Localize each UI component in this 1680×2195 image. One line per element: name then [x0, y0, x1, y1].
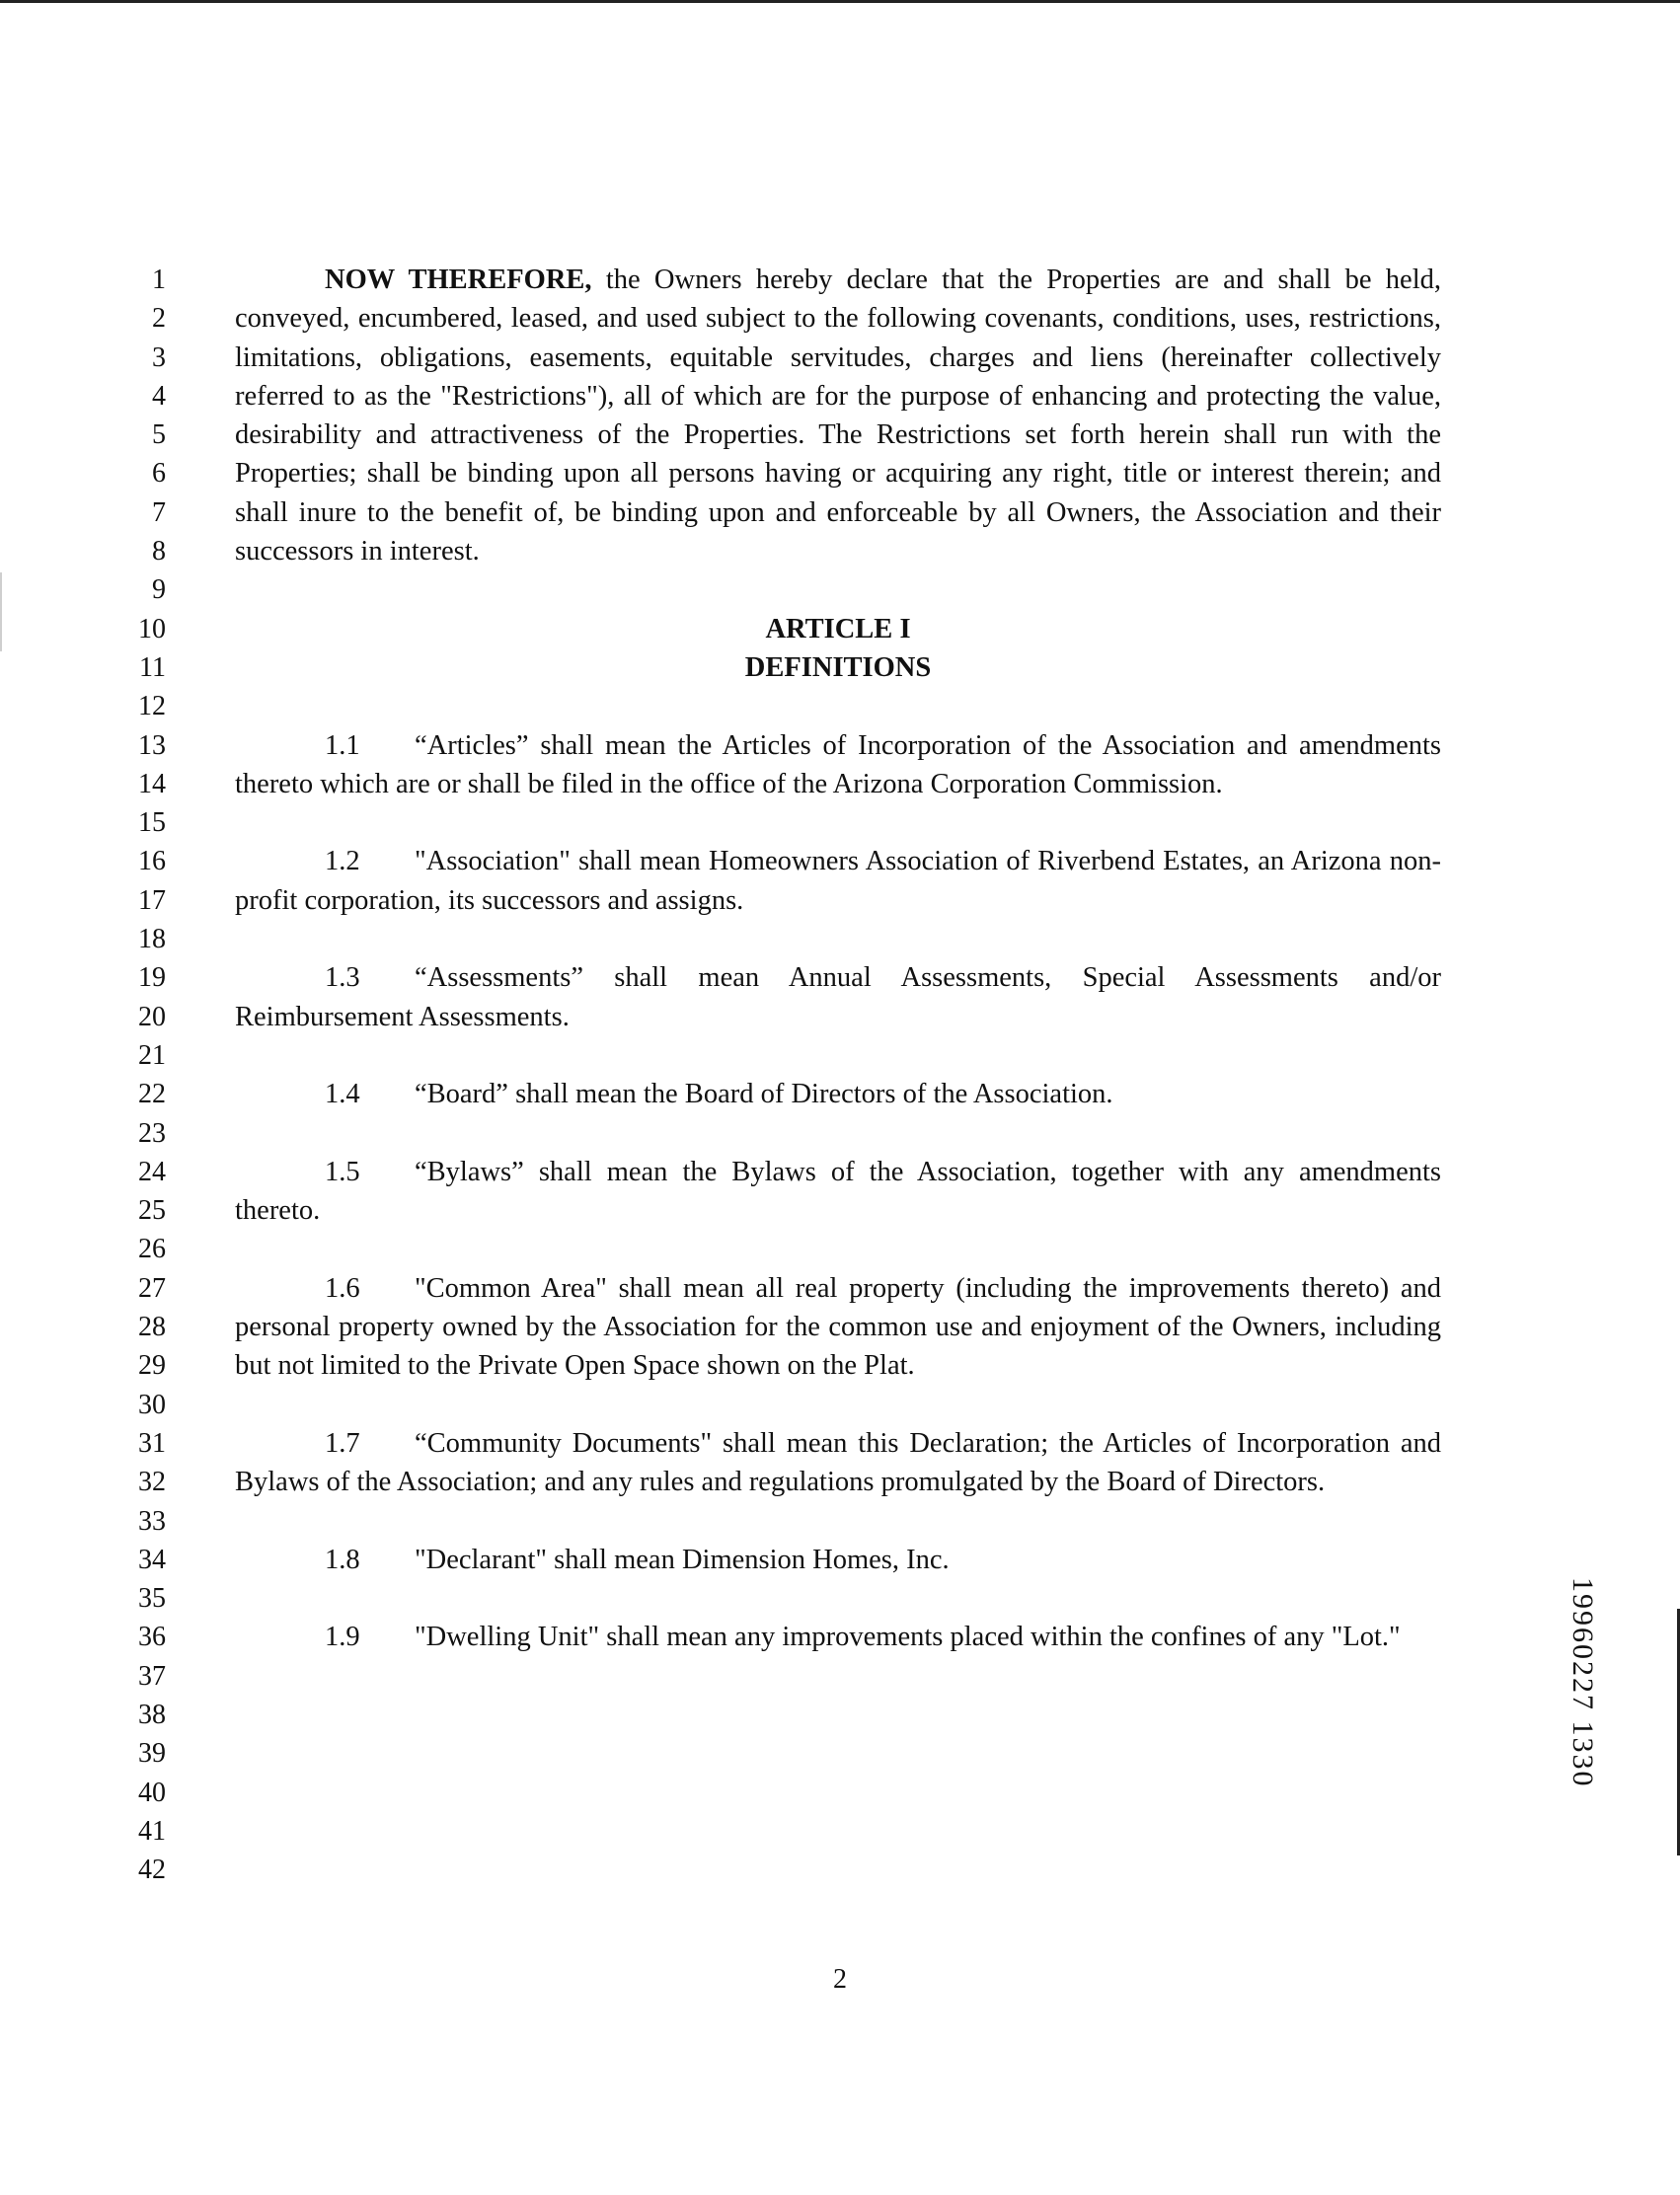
line-number: 15	[138, 807, 166, 839]
line-number: 41	[138, 1815, 166, 1847]
line-number: 8	[152, 536, 166, 568]
line-number: 32	[138, 1467, 166, 1498]
definition-text: "Dwelling Unit" shall mean any improvements placed within the confines of any "Lot."	[415, 1622, 1401, 1653]
definition-text: “Articles” shall mean the Articles of Incorporation of the Association and amendments thereto which are or shall be filed in the office of the Arizona Corporation Commission.	[235, 729, 1441, 799]
definition-number: 1.5	[325, 1156, 360, 1187]
document-body	[235, 261, 1441, 1696]
line-number: 13	[138, 729, 166, 761]
line-number: 31	[138, 1427, 166, 1459]
line-number: 42	[138, 1854, 166, 1886]
definition-number: 1.2	[325, 846, 360, 877]
line-number: 19	[138, 962, 166, 994]
line-number: 38	[138, 1699, 166, 1730]
definition-text: “Bylaws” shall mean the Bylaws of the Association, together with any amendments thereto.	[235, 1156, 1441, 1227]
line-number: 30	[138, 1389, 166, 1420]
line-number: 28	[138, 1312, 166, 1343]
line-number: 23	[138, 1117, 166, 1149]
intro-paragraph	[235, 261, 1441, 570]
intro-lead: NOW THEREFORE,	[325, 265, 592, 295]
line-number: 9	[152, 574, 166, 606]
line-number: 33	[138, 1505, 166, 1537]
line-number: 11	[139, 651, 166, 683]
line-number: 22	[138, 1079, 166, 1110]
line-number: 5	[152, 419, 166, 451]
definition-number: 1.9	[325, 1622, 360, 1653]
line-number: 21	[138, 1039, 166, 1071]
line-number: 17	[138, 884, 166, 916]
definition-text: “Community Documents" shall mean this Declaration; the Articles of Incorporation and Bylaws of the Association; and any rules and regulations promulgated by the Board of Directors.	[235, 1427, 1441, 1498]
definition-1-4	[235, 1075, 1441, 1113]
line-number: 2	[152, 303, 166, 335]
line-number: 3	[152, 341, 166, 373]
line-number: 4	[152, 380, 166, 412]
line-number: 18	[138, 924, 166, 955]
scan-left-edge	[0, 572, 2, 651]
line-number: 10	[138, 613, 166, 644]
definition-number: 1.3	[325, 962, 360, 994]
definition-1-9	[235, 1618, 1441, 1656]
definition-text: "Association" shall mean Homeowners Association of Riverbend Estates, an Arizona non-profit corporation, its successors and assigns.	[235, 846, 1441, 916]
definition-number: 1.4	[325, 1079, 360, 1110]
definition-1-8	[235, 1541, 1441, 1579]
line-number: 14	[138, 768, 166, 799]
line-number-column	[116, 261, 166, 1889]
definition-text: "Declarant" shall mean Dimension Homes, Inc.	[415, 1544, 950, 1575]
definition-number: 1.7	[325, 1427, 360, 1459]
line-number: 27	[138, 1272, 166, 1304]
line-number: 12	[138, 691, 166, 722]
definition-1-2	[235, 842, 1441, 920]
article-number: ARTICLE I	[765, 613, 911, 644]
page-number: 2	[833, 1964, 847, 1995]
definition-text: "Common Area" shall mean all real property (including the improvements thereto) and personal property owned by the Association for the common use and enjoyment of the Owners, including but not limited to the Private Open Space shown on the Plat.	[235, 1272, 1441, 1382]
definition-text: “Board” shall mean the Board of Directors of the Association.	[415, 1079, 1113, 1110]
recording-stamp: 19960227 1330	[1566, 1577, 1599, 1788]
scan-top-edge	[0, 0, 1680, 3]
line-number: 24	[138, 1156, 166, 1187]
definition-number: 1.8	[325, 1544, 360, 1575]
line-number: 29	[138, 1350, 166, 1382]
intro-text: the Owners hereby declare that the Properties are and shall be held, conveyed, encumbered, leased, and used subject to the following covenants, conditions, uses, restrictions, limitations, obligations, easements, equitable servitudes, charges and liens (hereinafter collectively referred to as the "Restrictions"), all of which are for the purpose of enhancing and protecting the value, desirability and attractiveness of the Properties. The Restrictions set forth herein shall run with the Properties; shall be binding upon all persons having or acquiring any right, title or interest therein; and shall inure to the benefit of, be binding upon and enforceable by all Owners, the Association and their successors in interest.	[235, 265, 1441, 568]
line-number: 20	[138, 1001, 166, 1032]
line-number: 26	[138, 1234, 166, 1265]
article-title: DEFINITIONS	[744, 651, 932, 683]
line-number: 36	[138, 1622, 166, 1653]
line-number: 1	[152, 265, 166, 295]
definition-text: “Assessments” shall mean Annual Assessments, Special Assessments and/or Reimbursement Assessments.	[235, 962, 1441, 1032]
definition-number: 1.1	[325, 729, 360, 761]
line-number: 7	[152, 496, 166, 528]
definition-1-3	[235, 958, 1441, 1036]
line-number: 35	[138, 1583, 166, 1615]
definition-1-1	[235, 726, 1441, 804]
line-number: 16	[138, 846, 166, 877]
line-number: 40	[138, 1777, 166, 1808]
line-number: 6	[152, 458, 166, 490]
definition-1-5	[235, 1153, 1441, 1231]
line-number: 25	[138, 1195, 166, 1227]
line-number: 37	[138, 1660, 166, 1692]
line-number: 34	[138, 1544, 166, 1575]
article-heading	[235, 610, 1441, 688]
definition-1-6	[235, 1269, 1441, 1386]
definition-1-7	[235, 1424, 1441, 1502]
line-number: 39	[138, 1738, 166, 1770]
definition-number: 1.6	[325, 1272, 360, 1304]
